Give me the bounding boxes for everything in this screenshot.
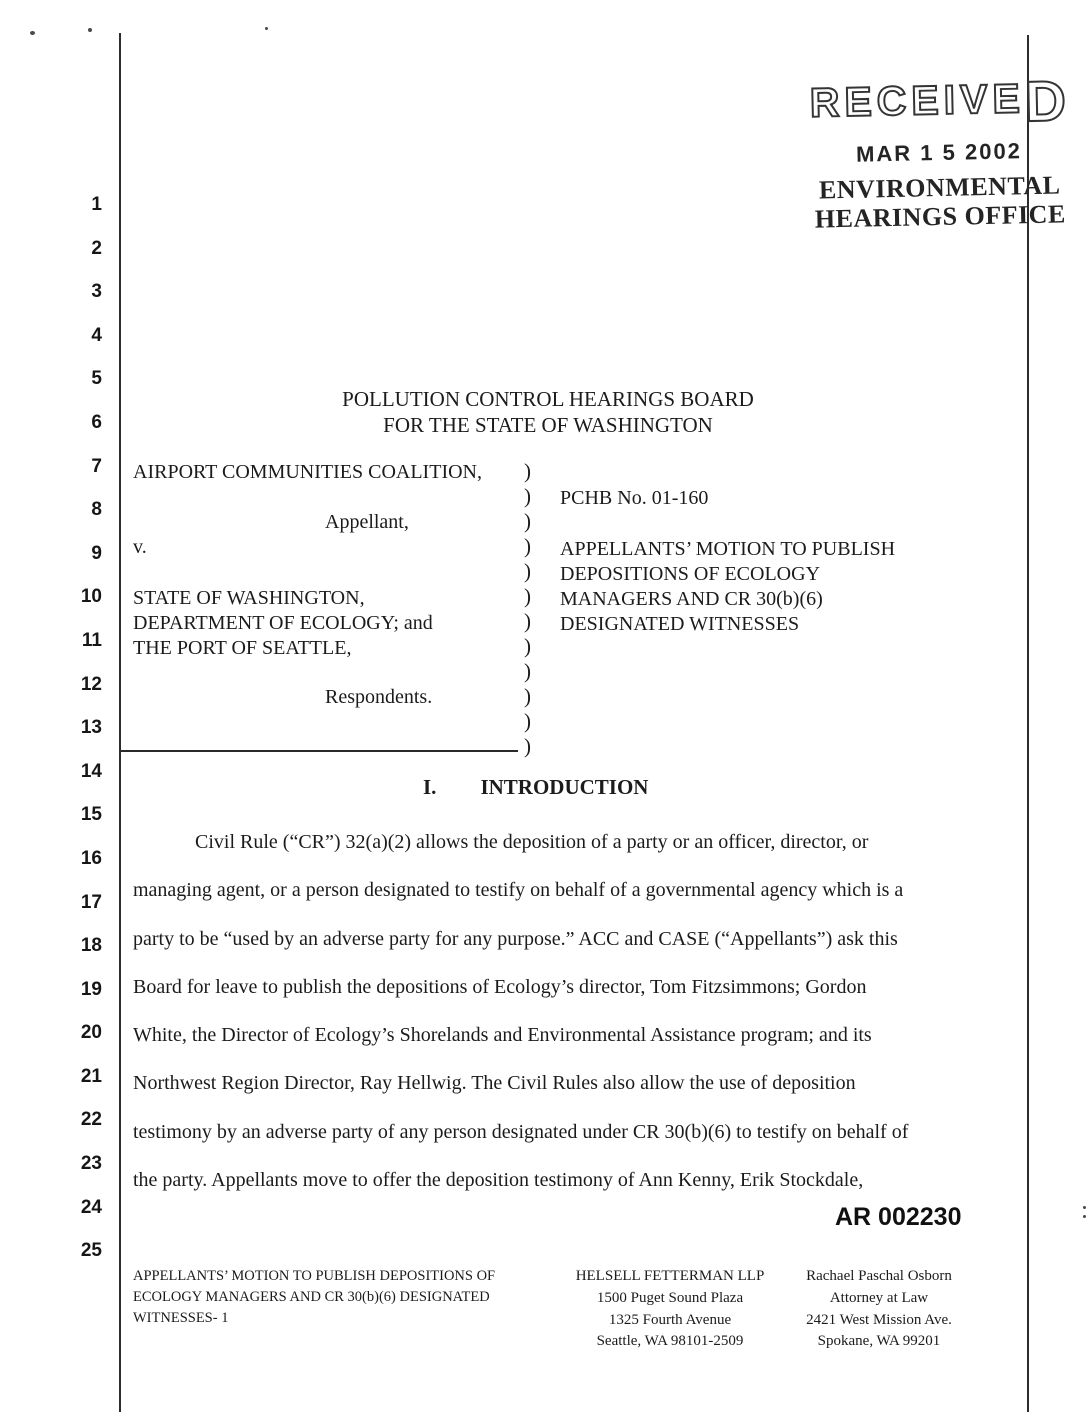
footer-law-firm-line: HELSELL FETTERMAN LLP bbox=[575, 1268, 765, 1284]
received-stamp-date: MAR 1 5 2002 bbox=[855, 138, 1023, 167]
received-stamp-office-line: ENVIRONMENTAL bbox=[818, 170, 1061, 205]
caption-paren: ) bbox=[524, 459, 531, 483]
line-number: 19 bbox=[80, 978, 102, 1000]
scan-speck bbox=[265, 27, 268, 30]
paragraph-line: White, the Director of Ecology’s Shorelands and Environmental Assistance program; and its bbox=[133, 1024, 872, 1047]
line-number: 4 bbox=[91, 324, 102, 346]
court-title-line: POLLUTION CONTROL HEARINGS BOARD bbox=[342, 387, 754, 411]
footer-document-title-line: ECOLOGY MANAGERS AND CR 30(b)(6) DESIGNATED bbox=[133, 1289, 490, 1305]
line-number-column bbox=[56, 183, 102, 1273]
caption-respondent-role: Respondents. bbox=[325, 686, 433, 708]
footer-law-firm-line: 1500 Puget Sound Plaza bbox=[596, 1289, 744, 1306]
motion-title-line: DEPOSITIONS OF ECOLOGY bbox=[560, 563, 821, 585]
line-number: 6 bbox=[91, 411, 102, 433]
line-number: 16 bbox=[80, 847, 102, 869]
pleading-left-rule bbox=[119, 33, 121, 1412]
line-number: 13 bbox=[80, 717, 102, 739]
caption-paren: ) bbox=[524, 484, 531, 508]
footer-attorney-line: Attorney at Law bbox=[829, 1289, 929, 1306]
section-heading bbox=[423, 775, 648, 800]
footer-document-title bbox=[133, 1266, 495, 1329]
line-number: 22 bbox=[80, 1109, 102, 1131]
motion-title bbox=[560, 537, 895, 637]
footer-attorney-address bbox=[790, 1266, 968, 1353]
paragraph-line: testimony by an adverse party of any person designated under CR 30(b)(6) to testify on behalf of bbox=[133, 1120, 909, 1143]
line-number: 15 bbox=[80, 804, 102, 826]
line-number: 10 bbox=[80, 586, 102, 608]
line-number: 23 bbox=[80, 1153, 102, 1175]
scan-speck bbox=[30, 31, 35, 35]
scan-speck bbox=[1083, 1206, 1086, 1209]
caption-paren: ) bbox=[524, 559, 531, 583]
line-number: 25 bbox=[80, 1240, 102, 1262]
caption-respondent-line: STATE OF WASHINGTON, bbox=[133, 587, 365, 609]
caption-respondent-names bbox=[133, 586, 433, 661]
paragraph-line: Board for leave to publish the depositions of Ecology’s director, Tom Fitzsimmons; Gordon bbox=[133, 975, 867, 998]
paragraph-line: Northwest Region Director, Ray Hellwig. The Civil Rules also allow the use of deposition bbox=[133, 1072, 856, 1095]
caption-versus: v. bbox=[133, 536, 147, 558]
scan-speck bbox=[1083, 1215, 1086, 1218]
footer-law-firm-address bbox=[563, 1266, 777, 1353]
caption-paren: ) bbox=[524, 534, 531, 558]
case-number: PCHB No. 01-160 bbox=[560, 487, 709, 509]
caption-paren: ) bbox=[524, 509, 531, 533]
received-stamp-office-line: HEARINGS OFFICE bbox=[814, 199, 1067, 234]
line-number: 20 bbox=[80, 1022, 102, 1044]
paragraph-line: the party. Appellants move to offer the deposition testimony of Ann Kenny, Erik Stockdale, bbox=[133, 1169, 864, 1192]
pleading-right-rule bbox=[1027, 35, 1029, 1412]
caption-paren: ) bbox=[524, 634, 531, 658]
motion-title-line: MANAGERS AND CR 30(b)(6) bbox=[560, 588, 823, 610]
caption-respondent-line: THE PORT OF SEATTLE, bbox=[133, 637, 352, 659]
line-number: 5 bbox=[91, 368, 102, 390]
court-title bbox=[133, 386, 963, 438]
scan-speck bbox=[88, 28, 92, 32]
court-title-line: FOR THE STATE OF WASHINGTON bbox=[383, 413, 713, 437]
bates-number-stamp: AR 002230 bbox=[835, 1203, 962, 1231]
received-stamp bbox=[778, 69, 1088, 235]
paragraph-line: Civil Rule (“CR”) 32(a)(2) allows the deposition of a party or an officer, director, or bbox=[195, 831, 869, 853]
line-number: 18 bbox=[80, 935, 102, 957]
footer-document-title-line: WITNESSES- 1 bbox=[133, 1310, 229, 1326]
received-stamp-word-main: RECEIVE bbox=[809, 75, 1026, 126]
line-number: 8 bbox=[91, 499, 102, 521]
caption-paren: ) bbox=[524, 734, 531, 758]
caption-paren: ) bbox=[524, 709, 531, 733]
motion-title-line: DESIGNATED WITNESSES bbox=[560, 613, 800, 635]
received-stamp-word bbox=[778, 69, 1088, 137]
motion-title-line: APPELLANTS’ MOTION TO PUBLISH bbox=[560, 538, 896, 560]
line-number: 17 bbox=[80, 891, 102, 913]
line-number: 3 bbox=[91, 281, 102, 303]
line-number: 21 bbox=[80, 1065, 102, 1087]
paragraph-line: party to be “used by an adverse party for any purpose.” ACC and CASE (“Appellants”) ask this bbox=[133, 927, 898, 950]
caption-appellant-role: Appellant, bbox=[325, 511, 409, 533]
received-stamp-office bbox=[780, 170, 1088, 235]
caption-paren: ) bbox=[524, 684, 531, 708]
caption-respondent-line: DEPARTMENT OF ECOLOGY; and bbox=[133, 612, 433, 634]
footer-attorney-line: Rachael Paschal Osborn bbox=[806, 1268, 952, 1284]
section-number: I. bbox=[423, 775, 437, 799]
section-title: INTRODUCTION bbox=[480, 775, 649, 799]
line-number: 7 bbox=[91, 455, 102, 477]
footer-law-firm-line: 1325 Fourth Avenue bbox=[608, 1311, 732, 1328]
line-number: 24 bbox=[80, 1196, 102, 1218]
line-number: 14 bbox=[80, 760, 102, 782]
caption-paren: ) bbox=[524, 584, 531, 608]
caption-underline bbox=[121, 750, 518, 752]
line-number: 12 bbox=[80, 673, 102, 695]
line-number: 2 bbox=[91, 237, 102, 259]
paragraph-line: managing agent, or a person designated to testify on behalf of a governmental agency which is a bbox=[133, 879, 904, 902]
line-number: 11 bbox=[81, 629, 102, 651]
footer-document-title-line: APPELLANTS’ MOTION TO PUBLISH DEPOSITIONS OF bbox=[133, 1268, 496, 1284]
received-stamp-word-last: D bbox=[1024, 69, 1067, 135]
footer-attorney-line: Spokane, WA 99201 bbox=[817, 1333, 941, 1350]
caption-paren-column bbox=[524, 459, 531, 759]
caption-appellant-name: AIRPORT COMMUNITIES COALITION, bbox=[133, 461, 482, 483]
footer-law-firm-line: Seattle, WA 98101-2509 bbox=[596, 1333, 744, 1350]
caption-paren: ) bbox=[524, 659, 531, 683]
line-number: 9 bbox=[91, 542, 102, 564]
line-number: 1 bbox=[91, 194, 102, 215]
introduction-paragraph bbox=[133, 818, 993, 1204]
footer-attorney-line: 2421 West Mission Ave. bbox=[806, 1311, 952, 1328]
caption-paren: ) bbox=[524, 609, 531, 633]
